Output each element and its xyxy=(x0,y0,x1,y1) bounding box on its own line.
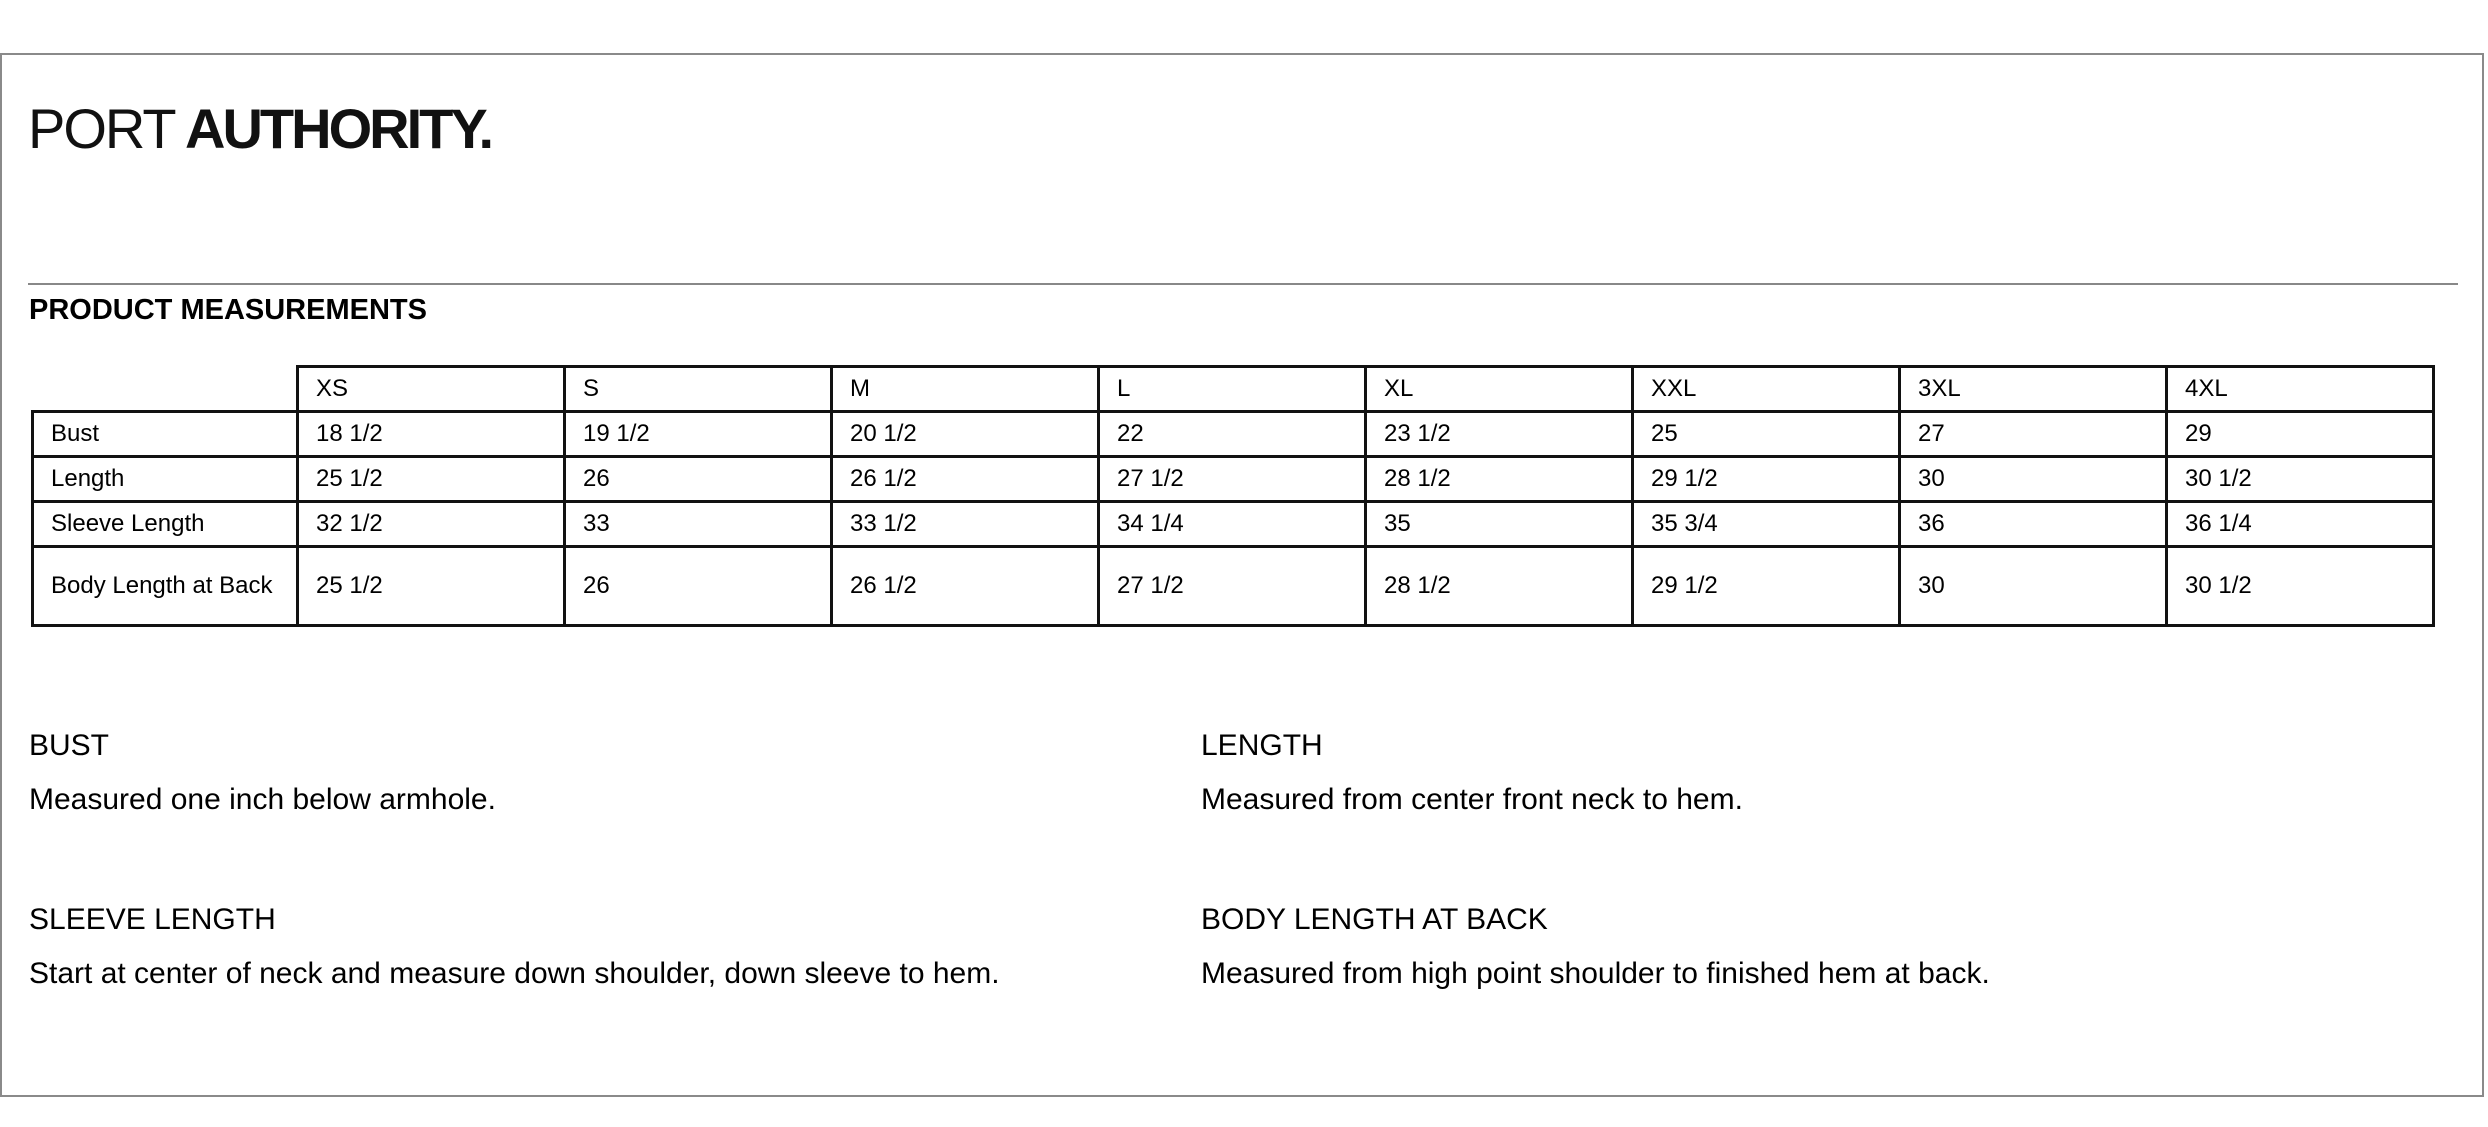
table-cell: 26 xyxy=(565,457,832,502)
note-title: SLEEVE LENGTH xyxy=(29,903,276,936)
row-label: Length xyxy=(33,457,298,502)
table-cell: 28 1/2 xyxy=(1366,457,1633,502)
table-corner-cell xyxy=(33,367,298,412)
table-cell: 19 1/2 xyxy=(565,412,832,457)
table-row xyxy=(33,412,2434,457)
note-bust xyxy=(29,728,496,818)
note-length xyxy=(1201,728,1743,818)
row-label: Sleeve Length xyxy=(33,502,298,547)
note-text: Start at center of neck and measure down shoulder, down sleeve to hem. xyxy=(29,957,1000,990)
table-cell: 30 1/2 xyxy=(2167,457,2434,502)
table-cell: 30 xyxy=(1900,457,2167,502)
table-cell: 33 xyxy=(565,502,832,547)
table-cell: 35 xyxy=(1366,502,1633,547)
table-row xyxy=(33,547,2434,626)
table-cell: 26 1/2 xyxy=(832,457,1099,502)
column-header: XL xyxy=(1366,367,1633,412)
row-label: Bust xyxy=(33,412,298,457)
table-cell: 25 xyxy=(1633,412,1900,457)
size-chart-table xyxy=(31,365,2435,627)
note-title: BODY LENGTH AT BACK xyxy=(1201,903,1548,936)
table-cell: 29 1/2 xyxy=(1633,457,1900,502)
table-cell: 22 xyxy=(1099,412,1366,457)
note-title: BUST xyxy=(29,729,110,762)
section-title: PRODUCT MEASUREMENTS xyxy=(29,294,427,326)
table-cell: 36 xyxy=(1900,502,2167,547)
note-sleeve-length xyxy=(29,902,1000,992)
table-cell: 23 1/2 xyxy=(1366,412,1633,457)
table-cell: 30 xyxy=(1900,547,2167,626)
note-text: Measured from center front neck to hem. xyxy=(1201,783,1743,816)
header-divider xyxy=(28,283,2458,285)
table-cell: 20 1/2 xyxy=(832,412,1099,457)
logo-word-port: PORT xyxy=(28,97,175,160)
table-cell: 29 1/2 xyxy=(1633,547,1900,626)
table-cell: 34 1/4 xyxy=(1099,502,1366,547)
column-header: 3XL xyxy=(1900,367,2167,412)
note-body-length-at-back xyxy=(1201,902,1990,992)
note-text: Measured one inch below armhole. xyxy=(29,783,496,816)
logo-word-authority: AUTHORITY. xyxy=(185,97,492,160)
table-cell: 35 3/4 xyxy=(1633,502,1900,547)
table-cell: 27 1/2 xyxy=(1099,547,1366,626)
table-cell: 28 1/2 xyxy=(1366,547,1633,626)
column-header: XS xyxy=(298,367,565,412)
table-cell: 29 xyxy=(2167,412,2434,457)
column-header: S xyxy=(565,367,832,412)
table-cell: 33 1/2 xyxy=(832,502,1099,547)
table-cell: 36 1/4 xyxy=(2167,502,2434,547)
column-header: M xyxy=(832,367,1099,412)
table-cell: 27 1/2 xyxy=(1099,457,1366,502)
table-cell: 30 1/2 xyxy=(2167,547,2434,626)
column-header: 4XL xyxy=(2167,367,2434,412)
table-header-row xyxy=(33,367,2434,412)
column-header: L xyxy=(1099,367,1366,412)
table-cell: 25 1/2 xyxy=(298,457,565,502)
column-header: XXL xyxy=(1633,367,1900,412)
table-cell: 32 1/2 xyxy=(298,502,565,547)
note-title: LENGTH xyxy=(1201,729,1323,762)
table-cell: 25 1/2 xyxy=(298,547,565,626)
port-authority-logo xyxy=(28,97,492,160)
table-row xyxy=(33,502,2434,547)
row-label: Body Length at Back xyxy=(33,547,298,626)
table-cell: 27 xyxy=(1900,412,2167,457)
table-cell: 26 xyxy=(565,547,832,626)
table-cell: 26 1/2 xyxy=(832,547,1099,626)
note-text: Measured from high point shoulder to finished hem at back. xyxy=(1201,957,1990,990)
table-row xyxy=(33,457,2434,502)
table-cell: 18 1/2 xyxy=(298,412,565,457)
